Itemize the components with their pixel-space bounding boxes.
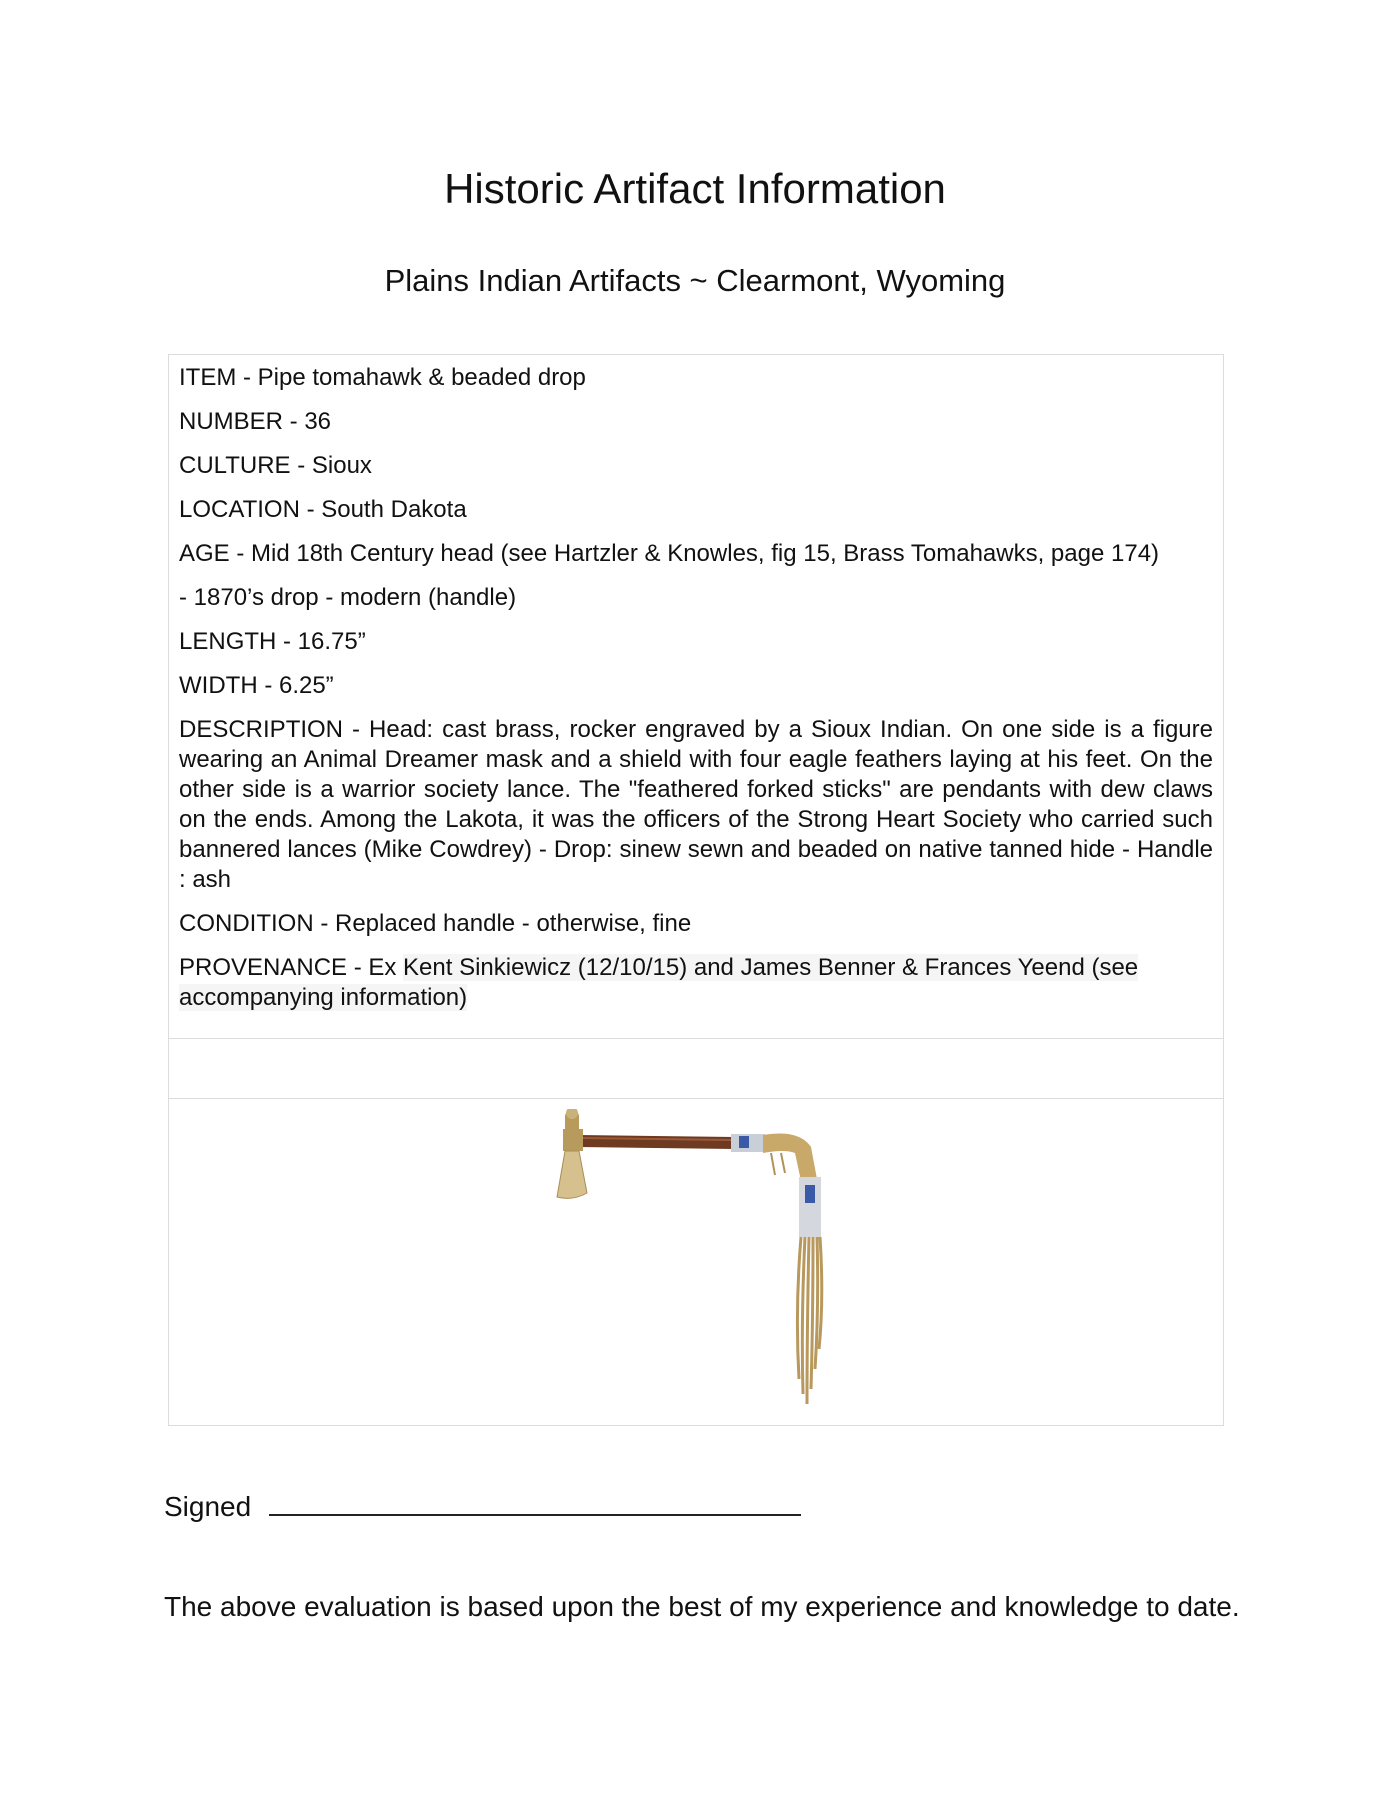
- item-field: ITEM - Pipe tomahawk & beaded drop: [179, 364, 586, 391]
- age-field: AGE - Mid 18th Century head (see Hartzler & Knowles, fig 15, Brass Tomahawks, page 174): [179, 540, 1160, 567]
- hide-fringe: [797, 1237, 821, 1404]
- signature-line: [164, 1490, 801, 1524]
- number-field: NUMBER - 36: [179, 408, 332, 435]
- description-field: DESCRIPTION - Head: cast brass, rocker engraved by a Sioux Indian. On one side is a figure wearing an Animal Dreamer mask and a shield with four eagle feathers laying at his feet. On the other side is a warrior society lance. The "feathered forked sticks" are pendants with dew claws on the ends. Among the Lakota, it was the officers of the Strong Heart Society who carried such bannered lances (Mike Cowdrey) - Drop: sinew sewn and beaded on native tanned hide - Handle : ash: [179, 716, 1213, 893]
- page-title: Historic Artifact Information: [444, 165, 946, 212]
- location-field: LOCATION - South Dakota: [179, 496, 467, 523]
- page-subtitle: Plains Indian Artifacts ~ Clearmont, Wyoming: [384, 263, 1006, 298]
- width-field: WIDTH - 6.25”: [179, 672, 334, 699]
- culture-field: CULTURE - Sioux: [179, 452, 372, 479]
- artifact-details-cell: [169, 355, 1223, 1039]
- evaluation-statement: The above evaluation is based upon the best of my experience and knowledge to date.: [164, 1591, 1240, 1622]
- provenance-field: [179, 953, 1213, 1013]
- brass-collar: [563, 1129, 583, 1151]
- signature-blank: [269, 1492, 801, 1516]
- provenance-prefix: PROVENANCE - Ex: [179, 954, 404, 981]
- length-field: LENGTH - 16.75”: [179, 628, 366, 655]
- condition-field: CONDITION - Replaced handle - otherwise, fine: [179, 910, 692, 937]
- empty-table-row: [169, 1039, 1223, 1099]
- artifact-photo-cell: [169, 1099, 1223, 1425]
- provenance-text: Kent Sinkiewicz (12/10/15) and James Benner & Frances Yeend (see accompanying information): [179, 954, 1139, 1011]
- artifact-table: [168, 354, 1224, 1426]
- signed-label: Signed: [164, 1491, 252, 1522]
- brass-blade: [557, 1151, 587, 1198]
- pipe-tomahawk-photo: [549, 1109, 869, 1419]
- tomahawk-handle: [579, 1135, 734, 1149]
- age-continued-field: - 1870’s drop - modern (handle): [179, 584, 517, 611]
